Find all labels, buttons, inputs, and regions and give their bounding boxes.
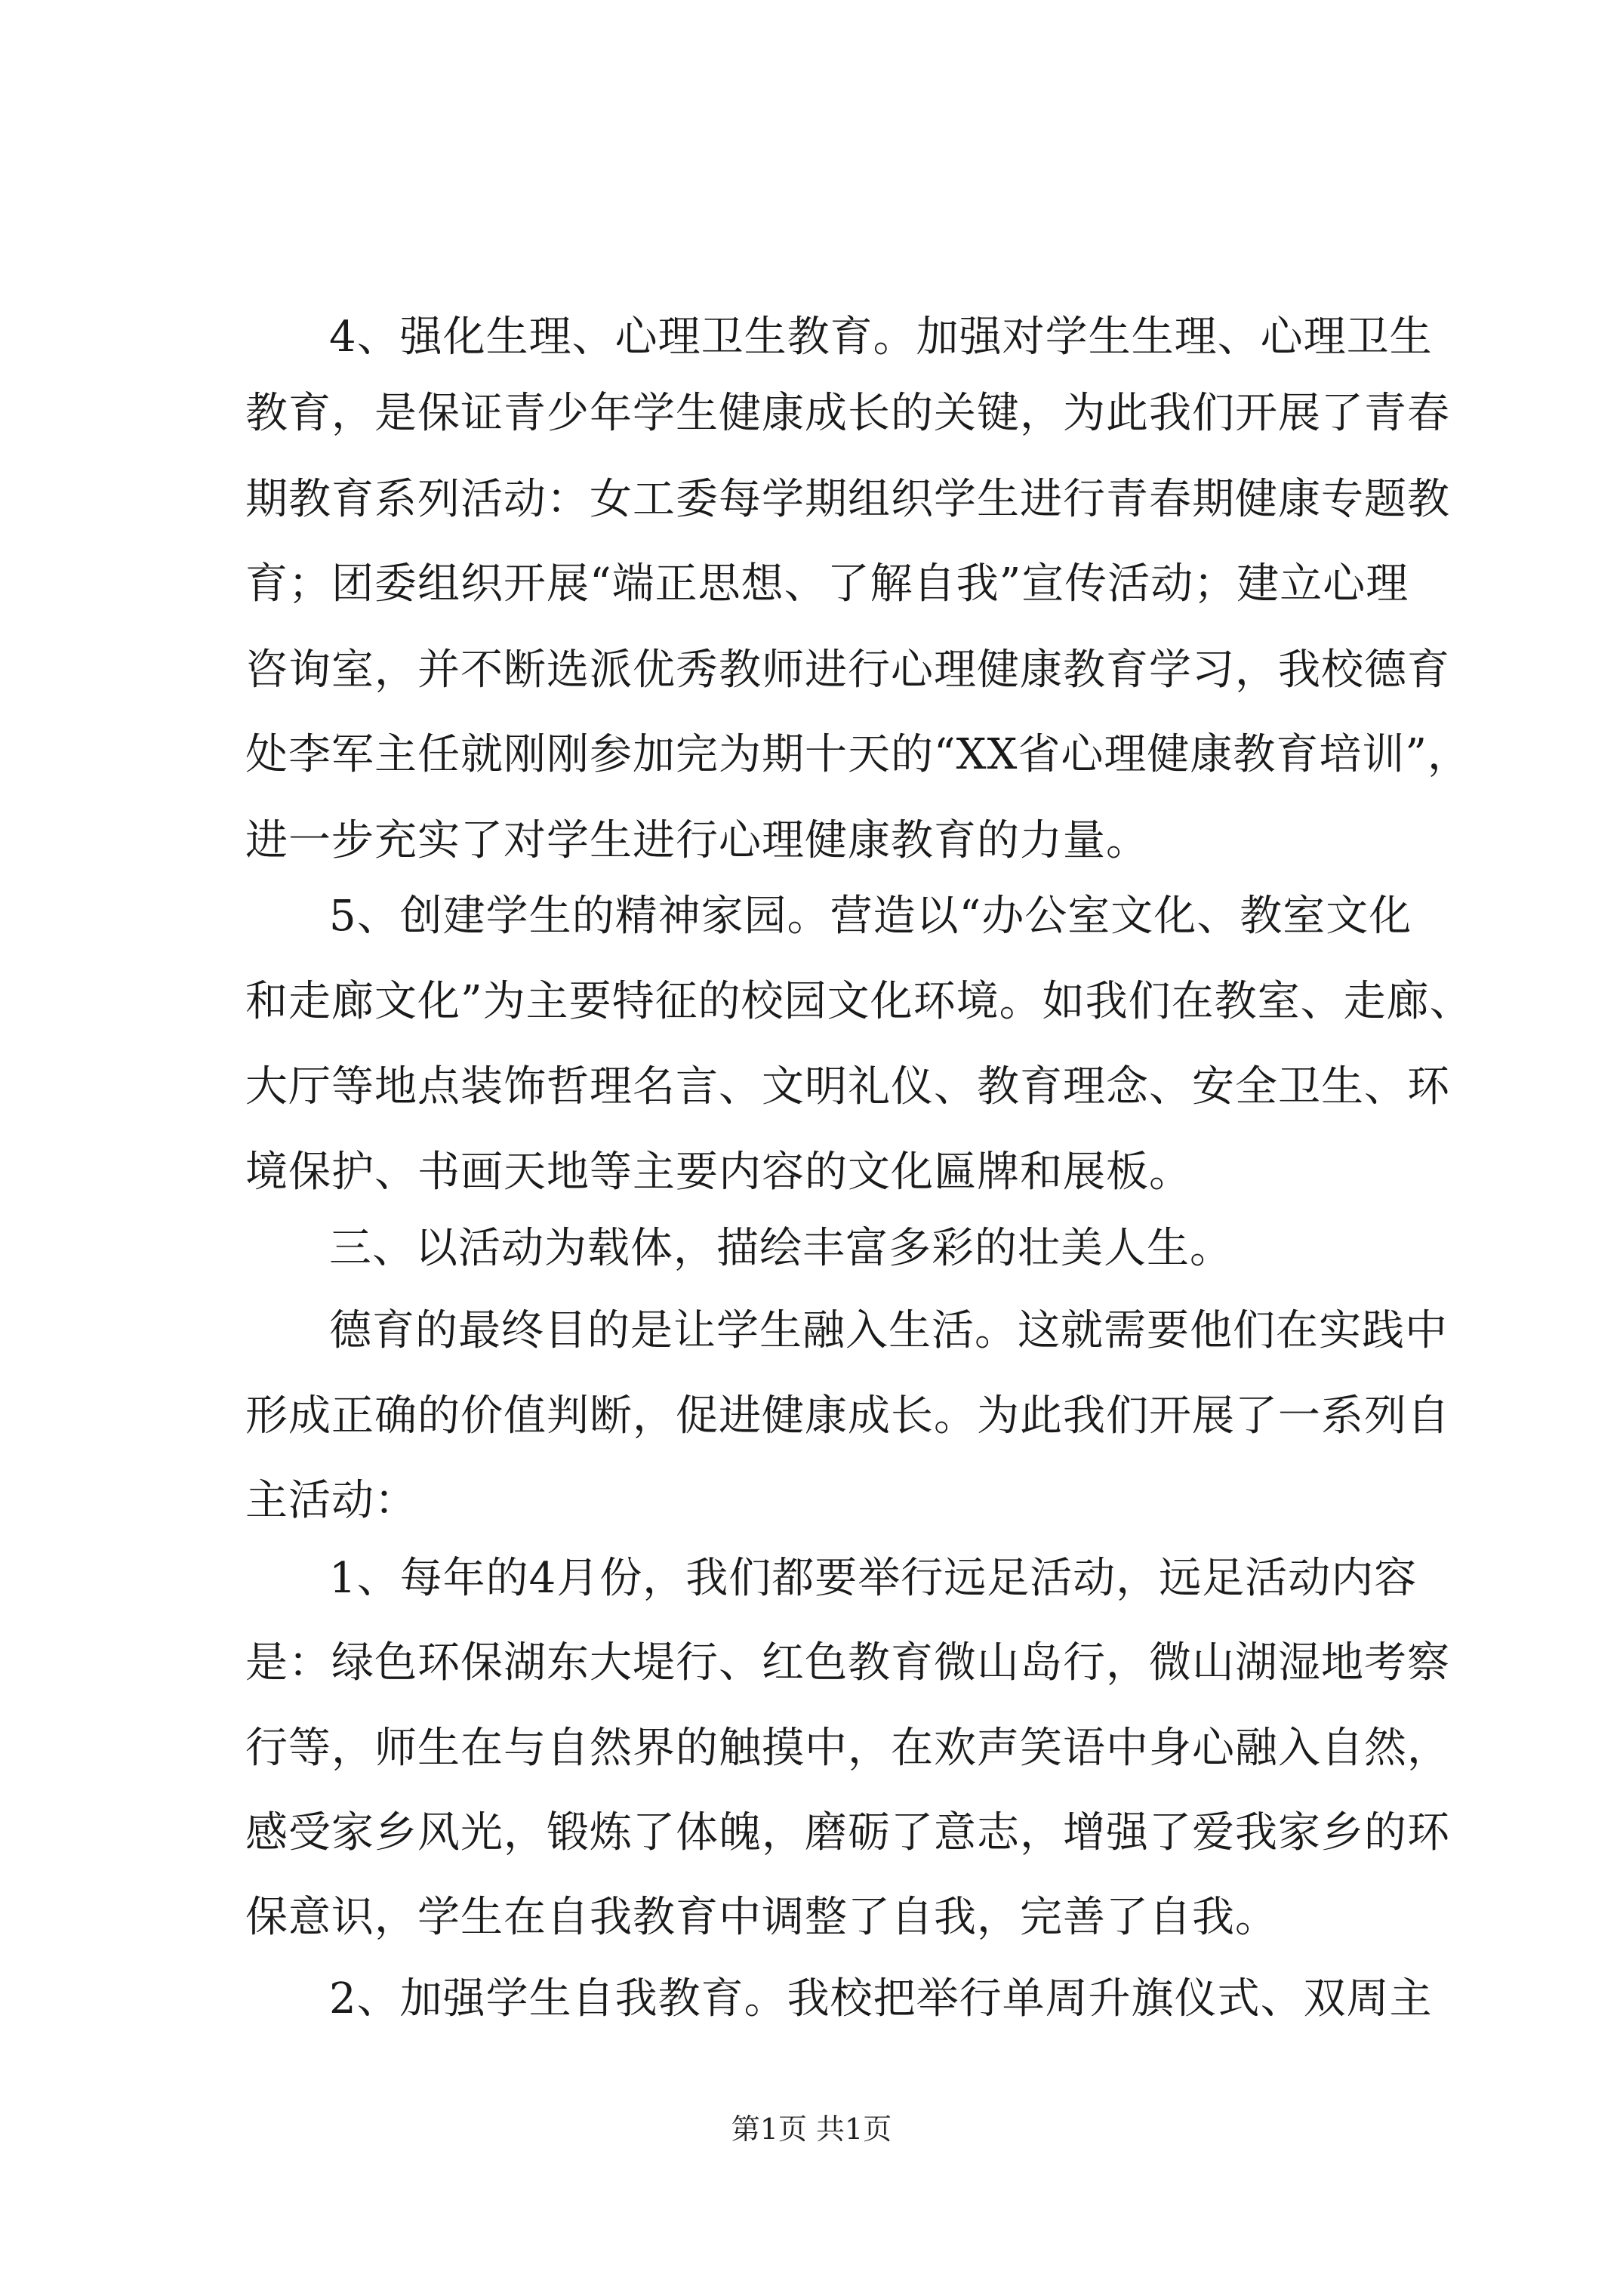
text-line: 期教育系列活动：女工委每学期组织学生进行青春期健康专题教: [245, 475, 1450, 524]
text-line: 咨询室，并不断选派优秀教师进行心理健康教育学习，我校德育: [245, 646, 1450, 695]
text-line: 是：绿色环保湖东大堤行、红色教育微山岛行，微山湖湿地考察: [245, 1638, 1450, 1687]
text-line: 行等，师生在与自然界的触摸中，在欢声笑语中身心融入自然，: [245, 1724, 1450, 1773]
text-line: 保意识，学生在自我教育中调整了自我，完善了自我。: [245, 1893, 1278, 1942]
text-line: 处李军主任就刚刚参加完为期十天的“XX省心理健康教育培训”，: [245, 730, 1471, 779]
section-heading: 三、以活动为载体，描绘丰富多彩的壮美人生。: [329, 1224, 1233, 1273]
text-line: 形成正确的价值判断，促进健康成长。为此我们开展了一系列自: [245, 1391, 1450, 1441]
text-line: 进一步充实了对学生进行心理健康教育的力量。: [245, 816, 1149, 865]
text-line: 5、创建学生的精神家园。营造以“办公室文化、教室文化: [329, 892, 1412, 941]
text-line: 感受家乡风光，锻炼了体魄，磨砺了意志，增强了爱我家乡的环: [245, 1808, 1450, 1857]
text-line: 育；团委组织开展“端正思想、了解自我”宣传活动；建立心理: [245, 559, 1409, 609]
text-line: 德育的最终目的是让学生融入生活。这就需要他们在实践中: [329, 1306, 1448, 1355]
text-line: 1、每年的4月份，我们都要举行远足活动，远足活动内容: [329, 1554, 1418, 1603]
text-line: 2、加强学生自我教育。我校把举行单周升旗仪式、双周主: [329, 1974, 1433, 2023]
text-line: 境保护、书画天地等主要内容的文化匾牌和展板。: [245, 1148, 1192, 1197]
text-line: 主活动：: [245, 1476, 417, 1525]
text-line: 教育，是保证青少年学生健康成长的关键，为此我们开展了青春: [245, 389, 1450, 438]
text-line: 和走廊文化”为主要特征的校园文化环境。如我们在教室、走廊、: [245, 977, 1473, 1026]
text-line: 大厅等地点装饰哲理名言、文明礼仪、教育理念、安全卫生、环: [245, 1062, 1450, 1111]
page-number-footer: 第1页 共1页: [731, 2113, 892, 2146]
text-line: 4、强化生理、心理卫生教育。加强对学生生理、心理卫生: [329, 313, 1433, 362]
